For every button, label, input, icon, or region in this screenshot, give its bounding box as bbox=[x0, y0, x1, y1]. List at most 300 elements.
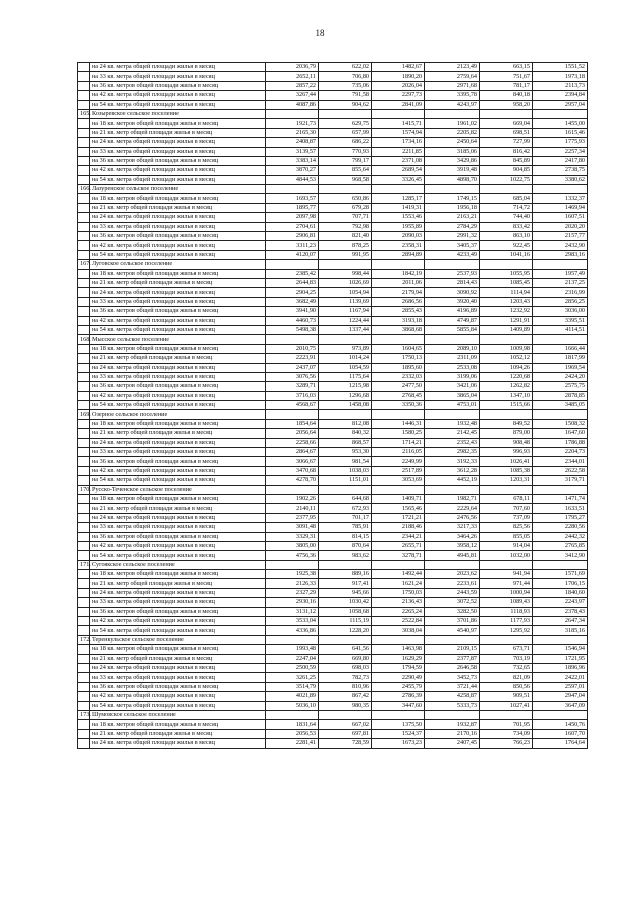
value-cell: 1203,43 bbox=[480, 297, 533, 306]
value-cell: 1055,95 bbox=[480, 269, 533, 278]
value-cell: 1902,26 bbox=[266, 494, 319, 503]
value-cell: 1565,46 bbox=[372, 504, 425, 513]
value-cell: 821,09 bbox=[480, 673, 533, 682]
value-cell: 1471,74 bbox=[533, 494, 588, 503]
row-description: на 54 кв. метра общей площади жилья в месяц bbox=[90, 175, 266, 184]
value-cell: 2137,25 bbox=[533, 278, 588, 287]
table-row bbox=[78, 222, 588, 231]
value-cell: 2371,08 bbox=[372, 156, 425, 165]
value-cell: 5333,73 bbox=[425, 701, 480, 710]
value-cell bbox=[319, 335, 372, 344]
value-cell: 2704,61 bbox=[266, 222, 319, 231]
row-number bbox=[78, 701, 90, 710]
value-cell: 1956,18 bbox=[425, 203, 480, 212]
value-cell: 3958,12 bbox=[425, 541, 480, 550]
table-row bbox=[78, 664, 588, 673]
row-number bbox=[78, 81, 90, 90]
value-cell: 980,35 bbox=[319, 701, 372, 710]
value-cell: 2297,73 bbox=[372, 91, 425, 100]
table-row bbox=[78, 250, 588, 259]
row-description: на 18 кв. метров общей площади жилья в месяц bbox=[90, 494, 266, 503]
table-row bbox=[78, 466, 588, 475]
value-cell: 4336,86 bbox=[266, 626, 319, 635]
value-cell: 4120,07 bbox=[266, 250, 319, 259]
value-cell: 2010,75 bbox=[266, 344, 319, 353]
value-cell: 1220,68 bbox=[480, 372, 533, 381]
row-number: 172. bbox=[78, 635, 90, 644]
value-cell: 1925,38 bbox=[266, 570, 319, 579]
row-number bbox=[78, 100, 90, 109]
value-cell: 2157,77 bbox=[533, 232, 588, 241]
settlement-name: Луговское сельское поселение bbox=[90, 260, 266, 269]
value-cell: 3868,68 bbox=[372, 325, 425, 334]
value-cell: 1955,89 bbox=[372, 222, 425, 231]
table-row bbox=[78, 541, 588, 550]
value-cell bbox=[425, 635, 480, 644]
value-cell: 2443,59 bbox=[425, 588, 480, 597]
value-cell: 4278,70 bbox=[266, 476, 319, 485]
value-cell: 849,52 bbox=[480, 419, 533, 428]
row-number bbox=[78, 213, 90, 222]
value-cell: 3485,05 bbox=[533, 401, 588, 410]
value-cell: 2597,01 bbox=[533, 682, 588, 691]
value-cell: 3421,06 bbox=[425, 382, 480, 391]
value-cell: 1921,73 bbox=[266, 119, 319, 128]
table-row bbox=[78, 166, 588, 175]
table-row bbox=[78, 523, 588, 532]
value-cell: 669,80 bbox=[319, 654, 372, 663]
value-cell: 2113,73 bbox=[533, 81, 588, 90]
value-cell bbox=[266, 335, 319, 344]
row-number bbox=[78, 664, 90, 673]
row-number bbox=[78, 250, 90, 259]
value-cell bbox=[533, 109, 588, 118]
value-cell: 3066,67 bbox=[266, 457, 319, 466]
row-number bbox=[78, 382, 90, 391]
value-cell: 1842,19 bbox=[372, 269, 425, 278]
row-description: на 21 кв. метр общей площади жилья в месяц bbox=[90, 354, 266, 363]
row-description: на 54 кв. метра общей площади жилья в месяц bbox=[90, 325, 266, 334]
value-cell: 4756,36 bbox=[266, 551, 319, 560]
row-description: на 54 кв. метра общей площади жилья в месяц bbox=[90, 250, 266, 259]
value-cell: 2332,03 bbox=[372, 372, 425, 381]
row-number bbox=[78, 325, 90, 334]
value-cell: 2089,10 bbox=[425, 344, 480, 353]
row-number bbox=[78, 241, 90, 250]
value-cell: 1262,82 bbox=[480, 382, 533, 391]
value-cell: 1786,88 bbox=[533, 438, 588, 447]
row-number bbox=[78, 504, 90, 513]
value-cell: 4258,87 bbox=[425, 692, 480, 701]
value-cell: 2424,20 bbox=[533, 372, 588, 381]
value-cell bbox=[480, 410, 533, 419]
row-description: на 21 кв. метр общей площади жилья в месяц bbox=[90, 654, 266, 663]
group-row bbox=[78, 335, 588, 344]
value-cell: 3326,45 bbox=[372, 175, 425, 184]
row-number: 167. bbox=[78, 260, 90, 269]
table-row bbox=[78, 401, 588, 410]
value-cell: 706,80 bbox=[319, 72, 372, 81]
value-cell: 922,45 bbox=[480, 241, 533, 250]
value-cell bbox=[372, 485, 425, 494]
value-cell bbox=[372, 410, 425, 419]
value-cell: 2947,04 bbox=[533, 692, 588, 701]
value-cell: 2904,25 bbox=[266, 288, 319, 297]
value-cell: 850,56 bbox=[480, 682, 533, 691]
value-cell: 1409,71 bbox=[372, 494, 425, 503]
table-row bbox=[78, 626, 588, 635]
table-row bbox=[78, 617, 588, 626]
table-row bbox=[78, 278, 588, 287]
value-cell: 3072,52 bbox=[425, 598, 480, 607]
table-row bbox=[78, 419, 588, 428]
value-cell: 953,30 bbox=[319, 448, 372, 457]
value-cell: 840,18 bbox=[480, 91, 533, 100]
table-row bbox=[78, 354, 588, 363]
value-cell: 2126,33 bbox=[266, 579, 319, 588]
value-cell: 4114,51 bbox=[533, 325, 588, 334]
row-number bbox=[78, 91, 90, 100]
value-cell: 1009,98 bbox=[480, 344, 533, 353]
value-cell: 1167,94 bbox=[319, 307, 372, 316]
value-cell: 1415,71 bbox=[372, 119, 425, 128]
value-cell: 663,15 bbox=[480, 63, 533, 72]
value-cell: 751,67 bbox=[480, 72, 533, 81]
value-cell bbox=[266, 635, 319, 644]
value-cell: 2646,58 bbox=[425, 664, 480, 673]
row-number bbox=[78, 156, 90, 165]
value-cell: 1749,15 bbox=[425, 194, 480, 203]
value-cell bbox=[319, 635, 372, 644]
value-cell bbox=[266, 109, 319, 118]
value-cell: 3647,09 bbox=[533, 701, 588, 710]
value-cell: 5036,10 bbox=[266, 701, 319, 710]
value-cell: 1446,31 bbox=[372, 419, 425, 428]
value-cell: 3329,31 bbox=[266, 532, 319, 541]
row-description: на 18 кв. метров общей площади жилья в месяц bbox=[90, 570, 266, 579]
value-cell: 1014,24 bbox=[319, 354, 372, 363]
value-cell: 770,93 bbox=[319, 147, 372, 156]
value-cell bbox=[533, 185, 588, 194]
row-number bbox=[78, 119, 90, 128]
value-cell: 650,86 bbox=[319, 194, 372, 203]
settlement-name: Озерное сельское поселение bbox=[90, 410, 266, 419]
value-cell: 2517,89 bbox=[372, 466, 425, 475]
value-cell: 1647,60 bbox=[533, 429, 588, 438]
value-cell: 2377,95 bbox=[266, 513, 319, 522]
value-cell: 3350,36 bbox=[372, 401, 425, 410]
value-cell: 2841,09 bbox=[372, 100, 425, 109]
value-cell: 1000,94 bbox=[480, 588, 533, 597]
value-cell: 3038,04 bbox=[372, 626, 425, 635]
value-cell: 3193,18 bbox=[372, 316, 425, 325]
value-cell: 889,16 bbox=[319, 570, 372, 579]
row-number bbox=[78, 363, 90, 372]
value-cell: 1957,49 bbox=[533, 269, 588, 278]
table-row bbox=[78, 372, 588, 381]
value-cell: 5498,38 bbox=[266, 325, 319, 334]
value-cell: 971,44 bbox=[480, 579, 533, 588]
table-row bbox=[78, 241, 588, 250]
value-cell: 1058,68 bbox=[319, 607, 372, 616]
value-cell: 1450,76 bbox=[533, 720, 588, 729]
row-description: на 54 кв. метра общей площади жилья в месяц bbox=[90, 401, 266, 410]
row-number: 166. bbox=[78, 185, 90, 194]
value-cell: 2316,99 bbox=[533, 288, 588, 297]
value-cell: 1085,45 bbox=[480, 278, 533, 287]
value-cell: 3395,51 bbox=[533, 316, 588, 325]
value-cell: 744,40 bbox=[480, 213, 533, 222]
value-cell bbox=[319, 410, 372, 419]
value-cell: 1041,16 bbox=[480, 250, 533, 259]
value-cell: 2378,43 bbox=[533, 607, 588, 616]
value-cell: 3870,27 bbox=[266, 166, 319, 175]
value-cell: 2971,68 bbox=[425, 81, 480, 90]
row-number bbox=[78, 476, 90, 485]
value-cell: 707,60 bbox=[480, 504, 533, 513]
value-cell: 1794,59 bbox=[372, 664, 425, 673]
value-cell: 644,68 bbox=[319, 494, 372, 503]
row-number bbox=[78, 645, 90, 654]
row-description: на 36 кв. метров общей площади жилья в месяц bbox=[90, 532, 266, 541]
value-cell: 678,11 bbox=[480, 494, 533, 503]
group-row bbox=[78, 260, 588, 269]
value-cell: 3179,71 bbox=[533, 476, 588, 485]
value-cell: 3452,73 bbox=[425, 673, 480, 682]
value-cell: 2655,71 bbox=[372, 541, 425, 550]
value-cell: 792,98 bbox=[319, 222, 372, 231]
value-cell: 782,73 bbox=[319, 673, 372, 682]
row-number bbox=[78, 194, 90, 203]
value-cell: 701,95 bbox=[480, 720, 533, 729]
row-description: на 54 кв. метра общей площади жилья в месяц bbox=[90, 626, 266, 635]
row-description: на 21 кв. метр общей площади жилья в месяц bbox=[90, 504, 266, 513]
value-cell: 3311,23 bbox=[266, 241, 319, 250]
value-cell: 727,99 bbox=[480, 138, 533, 147]
value-cell: 1228,20 bbox=[319, 626, 372, 635]
value-cell bbox=[533, 410, 588, 419]
value-cell bbox=[425, 109, 480, 118]
value-cell: 1982,71 bbox=[425, 494, 480, 503]
value-cell: 673,71 bbox=[480, 645, 533, 654]
row-number bbox=[78, 297, 90, 306]
table-row bbox=[78, 476, 588, 485]
value-cell: 657,99 bbox=[319, 128, 372, 137]
value-cell bbox=[372, 635, 425, 644]
value-cell: 766,23 bbox=[480, 739, 533, 748]
value-cell: 2377,87 bbox=[425, 654, 480, 663]
value-cell: 703,19 bbox=[480, 654, 533, 663]
row-description: на 21 кв. метр общей площади жилья в месяц bbox=[90, 128, 266, 137]
value-cell: 2020,20 bbox=[533, 222, 588, 231]
row-number bbox=[78, 579, 90, 588]
value-cell: 1027,41 bbox=[480, 701, 533, 710]
page-number: 18 bbox=[315, 28, 325, 38]
value-cell: 1973,18 bbox=[533, 72, 588, 81]
row-description: на 24 кв. метра общей площади жилья в месяц bbox=[90, 213, 266, 222]
value-cell: 2109,15 bbox=[425, 645, 480, 654]
row-number bbox=[78, 147, 90, 156]
value-cell: 4196,89 bbox=[425, 307, 480, 316]
value-cell: 2784,29 bbox=[425, 222, 480, 231]
row-number bbox=[78, 438, 90, 447]
row-description: на 24 кв. метра общей площади жилья в месяц bbox=[90, 288, 266, 297]
row-number bbox=[78, 457, 90, 466]
value-cell: 3267,44 bbox=[266, 91, 319, 100]
value-cell: 641,56 bbox=[319, 645, 372, 654]
value-cell: 1151,01 bbox=[319, 476, 372, 485]
value-cell: 1295,92 bbox=[480, 626, 533, 635]
value-cell: 2188,46 bbox=[372, 523, 425, 532]
value-cell: 714,72 bbox=[480, 203, 533, 212]
value-cell bbox=[425, 710, 480, 719]
table-row bbox=[78, 579, 588, 588]
value-cell: 2983,16 bbox=[533, 250, 588, 259]
table-row bbox=[78, 307, 588, 316]
value-cell: 2533,08 bbox=[425, 363, 480, 372]
table-row bbox=[78, 288, 588, 297]
value-cell: 812,08 bbox=[319, 419, 372, 428]
value-cell: 2442,32 bbox=[533, 532, 588, 541]
value-cell: 945,66 bbox=[319, 588, 372, 597]
value-cell: 2689,54 bbox=[372, 166, 425, 175]
table-row bbox=[78, 203, 588, 212]
row-number bbox=[78, 617, 90, 626]
value-cell: 3612,28 bbox=[425, 466, 480, 475]
value-cell: 5855,84 bbox=[425, 325, 480, 334]
value-cell: 2644,83 bbox=[266, 278, 319, 287]
row-description: на 54 кв. метра общей площади жилья в месяц bbox=[90, 701, 266, 710]
value-cell: 672,93 bbox=[319, 504, 372, 513]
value-cell: 3380,62 bbox=[533, 175, 588, 184]
value-cell: 1455,00 bbox=[533, 119, 588, 128]
table-row bbox=[78, 588, 588, 597]
value-cell: 2281,41 bbox=[266, 739, 319, 748]
value-cell bbox=[533, 485, 588, 494]
value-cell: 1203,31 bbox=[480, 476, 533, 485]
row-description: на 21 кв. метр общей площади жилья в месяц bbox=[90, 579, 266, 588]
value-cell: 1115,19 bbox=[319, 617, 372, 626]
row-number bbox=[78, 729, 90, 738]
table-row bbox=[78, 570, 588, 579]
table-row bbox=[78, 391, 588, 400]
row-number bbox=[78, 541, 90, 550]
row-number bbox=[78, 232, 90, 241]
value-cell bbox=[266, 710, 319, 719]
value-cell bbox=[480, 635, 533, 644]
value-cell: 2090,03 bbox=[372, 232, 425, 241]
row-number bbox=[78, 466, 90, 475]
row-number bbox=[78, 344, 90, 353]
value-cell: 2477,50 bbox=[372, 382, 425, 391]
value-cell: 1139,69 bbox=[319, 297, 372, 306]
value-cell: 2864,67 bbox=[266, 448, 319, 457]
value-cell: 996,93 bbox=[480, 448, 533, 457]
value-cell: 701,17 bbox=[319, 513, 372, 522]
value-cell: 3865,04 bbox=[425, 391, 480, 400]
row-number bbox=[78, 720, 90, 729]
value-cell: 2179,94 bbox=[372, 288, 425, 297]
value-cell bbox=[480, 335, 533, 344]
value-cell: 3464,26 bbox=[425, 532, 480, 541]
value-cell: 840,32 bbox=[319, 429, 372, 438]
value-cell: 2352,43 bbox=[425, 438, 480, 447]
value-cell: 1604,65 bbox=[372, 344, 425, 353]
table-row bbox=[78, 645, 588, 654]
value-cell: 2814,43 bbox=[425, 278, 480, 287]
row-number: 171. bbox=[78, 560, 90, 569]
value-cell: 1750,03 bbox=[372, 588, 425, 597]
value-cell: 2211,85 bbox=[372, 147, 425, 156]
value-cell: 3514,79 bbox=[266, 682, 319, 691]
value-cell: 2394,84 bbox=[533, 91, 588, 100]
row-number bbox=[78, 739, 90, 748]
settlement-name: Русско-Теченское сельское поселение bbox=[90, 485, 266, 494]
row-description: на 42 кв. метра общей площади жилья в месяц bbox=[90, 316, 266, 325]
value-cell: 814,15 bbox=[319, 532, 372, 541]
value-cell bbox=[533, 560, 588, 569]
row-description: на 54 кв. метра общей площади жилья в месяц bbox=[90, 100, 266, 109]
value-cell: 4087,86 bbox=[266, 100, 319, 109]
value-cell: 3429,86 bbox=[425, 156, 480, 165]
value-cell: 1890,20 bbox=[372, 72, 425, 81]
value-cell: 2522,84 bbox=[372, 617, 425, 626]
value-cell: 958,20 bbox=[480, 100, 533, 109]
value-cell: 3192,33 bbox=[425, 457, 480, 466]
value-cell: 1337,44 bbox=[319, 325, 372, 334]
value-cell: 3941,90 bbox=[266, 307, 319, 316]
table-row bbox=[78, 513, 588, 522]
row-number bbox=[78, 673, 90, 682]
row-description: на 24 кв. метра общей площади жилья в месяц bbox=[90, 588, 266, 597]
value-cell: 1621,24 bbox=[372, 579, 425, 588]
group-row bbox=[78, 635, 588, 644]
value-cell: 2265,24 bbox=[372, 607, 425, 616]
value-cell: 2136,43 bbox=[372, 598, 425, 607]
table-row bbox=[78, 438, 588, 447]
value-cell bbox=[425, 410, 480, 419]
row-description: на 21 кв. метр общей площади жилья в месяц bbox=[90, 429, 266, 438]
value-cell: 2759,64 bbox=[425, 72, 480, 81]
value-cell: 867,42 bbox=[319, 692, 372, 701]
value-cell: 1030,42 bbox=[319, 598, 372, 607]
value-cell: 1332,37 bbox=[533, 194, 588, 203]
table-row bbox=[78, 91, 588, 100]
row-description: на 21 кв. метр общей площади жилья в месяц bbox=[90, 278, 266, 287]
value-cell: 1285,17 bbox=[372, 194, 425, 203]
value-cell: 2205,82 bbox=[425, 128, 480, 137]
row-number bbox=[78, 654, 90, 663]
value-cell: 2991,32 bbox=[425, 232, 480, 241]
value-cell bbox=[266, 185, 319, 194]
row-number bbox=[78, 551, 90, 560]
row-number bbox=[78, 203, 90, 212]
value-cell: 2140,11 bbox=[266, 504, 319, 513]
value-cell: 1932,87 bbox=[425, 720, 480, 729]
value-cell: 2229,64 bbox=[425, 504, 480, 513]
row-number bbox=[78, 598, 90, 607]
row-number: 173. bbox=[78, 710, 90, 719]
value-cell: 1633,51 bbox=[533, 504, 588, 513]
value-cell: 1038,03 bbox=[319, 466, 372, 475]
row-number: 168. bbox=[78, 335, 90, 344]
table-row bbox=[78, 532, 588, 541]
value-cell: 1775,93 bbox=[533, 138, 588, 147]
table-row bbox=[78, 673, 588, 682]
value-cell: 1580,25 bbox=[372, 429, 425, 438]
row-description: на 42 кв. метра общей площади жилья в месяц bbox=[90, 391, 266, 400]
value-cell: 2290,49 bbox=[372, 673, 425, 682]
